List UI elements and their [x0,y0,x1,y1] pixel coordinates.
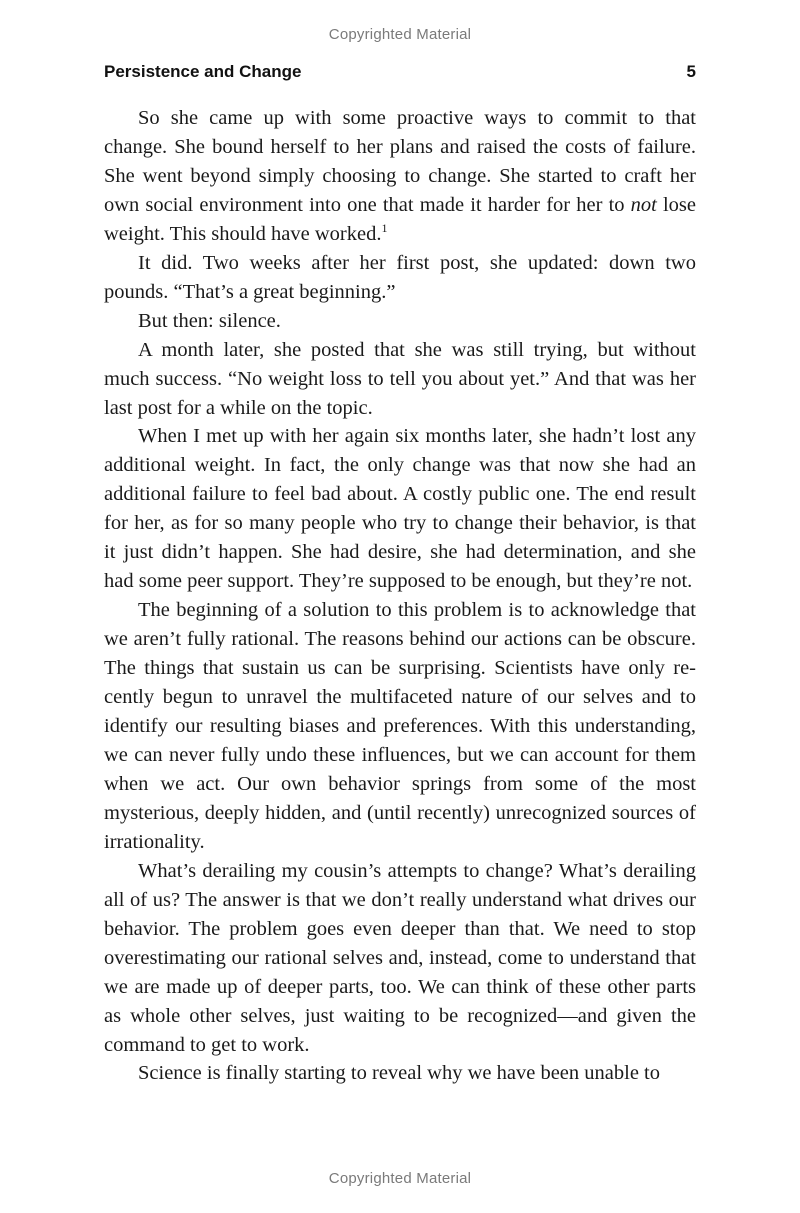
paragraph-1 [104,104,696,249]
copyright-notice-bottom: Copyrighted Material [328,1170,472,1187]
paragraph-4: A month later, she posted that she was still trying, but without much success. “No weight loss to tell you about yet.” And that was her last post for a while on the topic. [104,338,696,419]
copyright-notice-top: Copyrighted Material [328,26,472,43]
paragraph-2: It did. Two weeks after her first post, she updated: down two pounds. “That’s a great beginning.” [104,251,696,303]
paragraph-3: But then: silence. [138,309,281,332]
paragraph-1-text-b: lose weight. This should have worked. [104,193,696,245]
paragraph-8: Science is finally starting to reveal why we have been unable to [138,1062,660,1085]
emphasis-not: not [630,193,657,216]
paragraph-7: What’s derailing my cousin’s attempts to change? What’s derailing all of us? The answer is that we don’t really understand what drives our behavior. The problem goes even deeper than that. We need to stop overestimating our rational selves and, instead, come to understand that we are made up of deeper parts, too. We can think of these other parts as whole other selves, just waiting to be recognized—and given the command to get to work. [104,859,696,1056]
paragraph-5: When I met up with her again six months later, she hadn’t lost any additional weight. In fact, the only change was that now she had an additional failure to feel bad about. A costly public one. The end result for her, as for so many people who try to change their behavior, is that it just didn’t happen. She had desire, she had determination, and she had some peer support. They’re supposed to be enough, but they’re not. [104,425,696,593]
paragraph-6: The beginning of a solution to this problem is to acknowledge that we aren’t fully rational. The reasons behind our actions can be obscure. The things that sustain us can be surprising. Scientists have only recently begun to unravel the multifaceted nature of our selves and to identify our resulting biases and preferences. With this understanding, we can never fully undo these influences, but we can account for them when we act. Our own behavior springs from some of the most mysterious, deeply hidden, and (until recently) unrecognized sources of irrationality. [104,599,696,853]
running-head-title: Persistence and Change [104,62,302,81]
footnote-marker[interactable]: 1 [381,220,388,235]
paragraph-1-text-a: So she came up with some proactive ways to commit to that change. She bound herself to her plans and raised the costs of failure. She went beyond simply choosing to change. She started to craft her own social environment into one that made it harder for her to [104,107,696,216]
body-text [104,104,696,1088]
page-number: 5 [686,62,696,81]
